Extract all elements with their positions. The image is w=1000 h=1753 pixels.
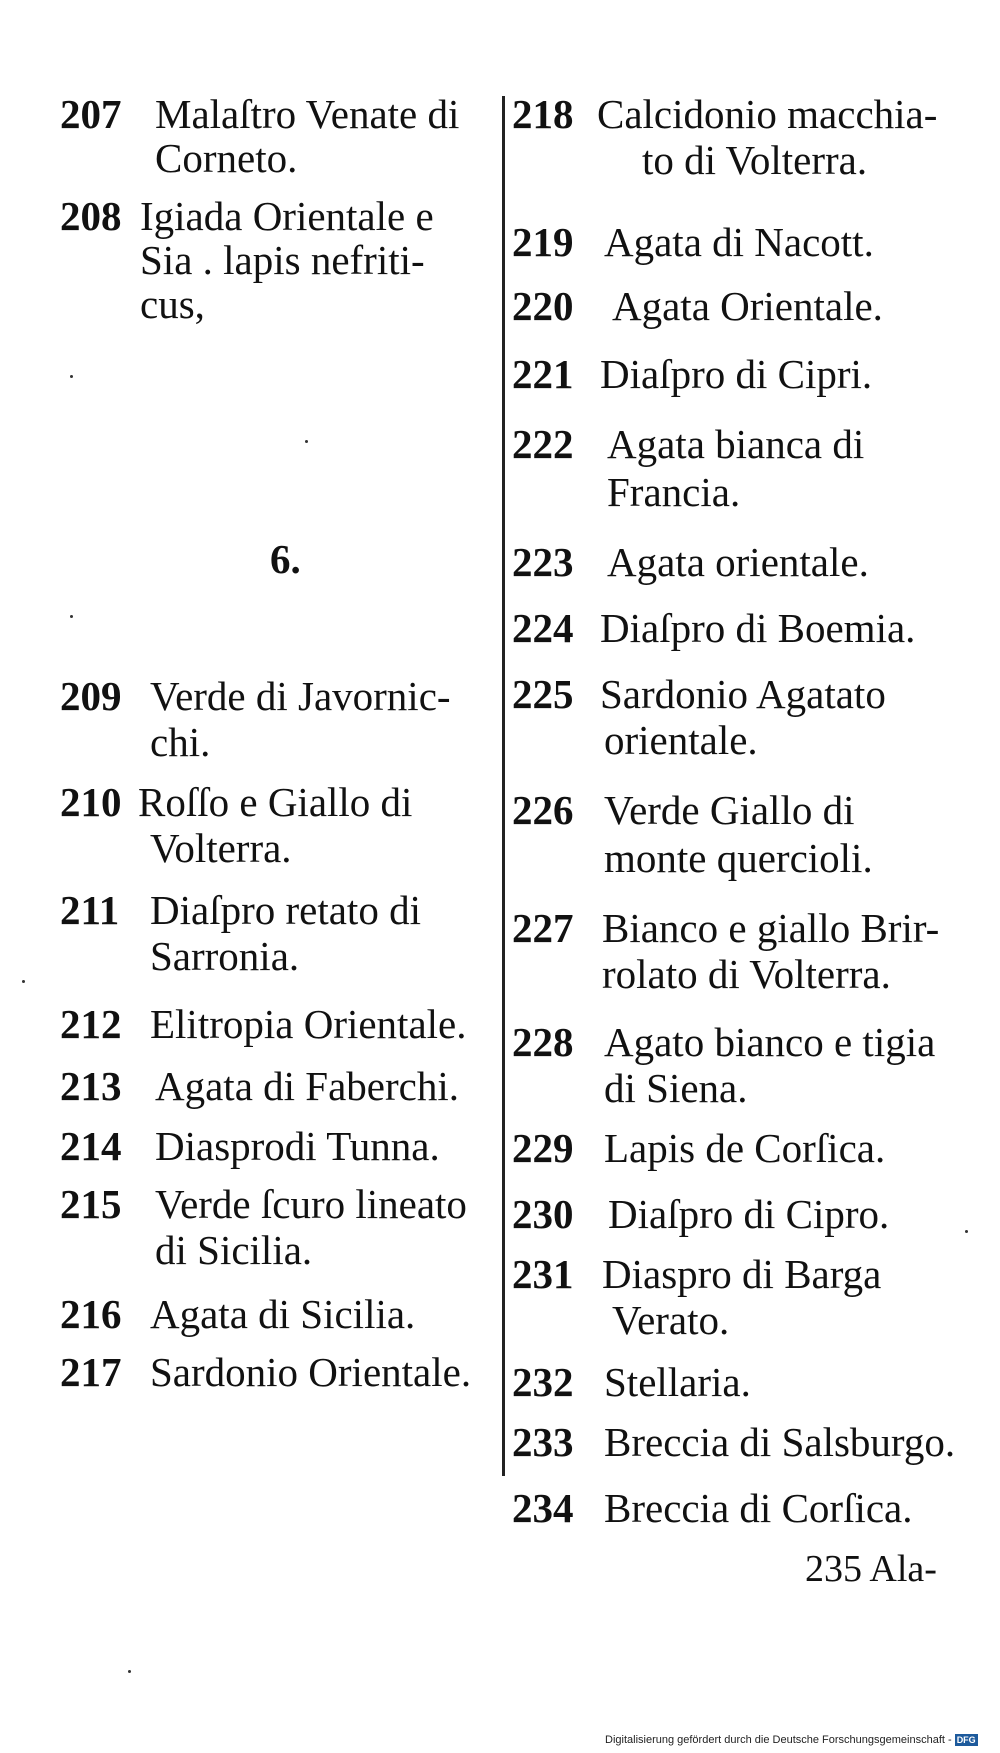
digitization-footer	[605, 1734, 978, 1746]
entry-number: 212	[60, 1001, 122, 1047]
entry-number: 214	[60, 1123, 122, 1169]
entry-number: 218	[512, 91, 574, 137]
entry-number: 221	[512, 351, 574, 397]
entry-text-line: di Sicilia.	[155, 1227, 313, 1273]
entry-text-line: chi.	[150, 719, 211, 765]
entry-number: 211	[60, 887, 120, 933]
catchword: 235 Ala-	[805, 1548, 937, 1590]
entry-number: 222	[512, 421, 574, 467]
entry-text-line: Breccia di Corſica.	[604, 1485, 913, 1531]
section-number: 6.	[270, 536, 301, 582]
entry-number: 229	[512, 1125, 574, 1171]
column-divider-rule	[502, 96, 505, 1476]
entry-number: 232	[512, 1359, 574, 1405]
entry-number: 215	[60, 1181, 122, 1227]
entry-text-line: Volterra.	[150, 825, 292, 871]
entry-number: 209	[60, 673, 122, 719]
entry-number: 220	[512, 283, 574, 329]
entry-text-line: di Siena.	[604, 1065, 748, 1111]
entry-number: 210	[60, 779, 122, 825]
entry-number: 207	[60, 91, 122, 137]
entry-text-line: Malaſtro Venate di	[155, 91, 460, 137]
entry-number: 233	[512, 1419, 574, 1465]
entry-number: 224	[512, 605, 574, 651]
entry-number: 225	[512, 671, 574, 717]
entry-text-line: Calcidonio macchia-	[597, 91, 938, 137]
entry-text-line: Agata bianca di	[607, 421, 865, 467]
entry-text-line: rolato di Volterra.	[602, 951, 891, 997]
dfg-logo: DFG	[956, 1735, 976, 1746]
entry-number: 217	[60, 1349, 122, 1395]
entry-number: 223	[512, 539, 574, 585]
scan-speck	[70, 375, 73, 378]
entry-number: 230	[512, 1191, 574, 1237]
entry-number: 231	[512, 1251, 574, 1297]
entry-text-line: to di Volterra.	[642, 137, 868, 183]
entry-text-line: Verde Giallo di	[604, 787, 855, 833]
entry-text-line: Sia . lapis nefriti-	[140, 237, 425, 283]
entry-text-line: Diasprodi Tunna.	[155, 1123, 440, 1169]
footer-text: Digitalisierung gefördert durch die Deutsche Forschungsgemeinschaft -	[605, 1734, 952, 1746]
entry-text-line: monte quercioli.	[604, 835, 873, 881]
entry-text-line: Igiada Orientale e	[140, 193, 434, 239]
entry-number: 226	[512, 787, 574, 833]
entry-number: 219	[512, 219, 574, 265]
entry-text-line: Agata di Nacott.	[604, 219, 874, 265]
entry-text-line: Verde ſcuro lineato	[155, 1181, 467, 1227]
entry-text-line: Agato bianco e tigia	[604, 1019, 936, 1065]
entry-text-line: Diaſpro di Cipri.	[600, 351, 873, 397]
entry-text-line: orientale.	[604, 717, 758, 763]
entry-text-line: Agata Orientale.	[612, 283, 883, 329]
entry-text-line: Elitropia Orientale.	[150, 1001, 467, 1047]
entry-text-line: Agata di Faberchi.	[155, 1063, 459, 1109]
entry-text-line: cus,	[140, 281, 205, 327]
entry-number: 208	[60, 193, 122, 239]
entry-text-line: Sardonio Agatato	[600, 671, 886, 717]
scan-speck	[128, 1670, 131, 1673]
entry-text-line: Bianco e giallo Brir-	[602, 905, 940, 951]
entry-text-line: Verde di Javornic-	[150, 673, 451, 719]
entry-number: 228	[512, 1019, 574, 1065]
scan-speck	[965, 1230, 968, 1233]
entry-number: 216	[60, 1291, 122, 1337]
entry-text-line: Stellaria.	[604, 1359, 751, 1405]
entry-text-line: Breccia di Salsburgo.	[604, 1419, 956, 1465]
entry-text-line: Agata orientale.	[607, 539, 869, 585]
entry-text-line: Roſſo e Giallo di	[138, 779, 413, 825]
entry-text-line: Diaſpro retato di	[150, 887, 421, 933]
entry-text-line: Sarronia.	[150, 933, 300, 979]
entry-number: 234	[512, 1485, 574, 1531]
entry-text-line: Diaſpro di Boemia.	[600, 605, 916, 651]
entry-text-line: Sardonio Orientale.	[150, 1349, 472, 1395]
scan-speck	[70, 615, 73, 618]
scan-speck	[305, 440, 308, 443]
entry-text-line: Diaspro di Barga	[602, 1251, 882, 1297]
entry-text-line: Diaſpro di Cipro.	[608, 1191, 890, 1237]
entry-text-line: Lapis de Corſica.	[604, 1125, 886, 1171]
entry-number: 227	[512, 905, 574, 951]
entry-number: 213	[60, 1063, 122, 1109]
scan-speck	[22, 980, 25, 983]
entry-text-line: Corneto.	[155, 135, 298, 181]
entry-text-line: Francia.	[607, 469, 741, 515]
entry-text-line: Verato.	[612, 1297, 730, 1343]
entry-text-line: Agata di Sicilia.	[150, 1291, 416, 1337]
